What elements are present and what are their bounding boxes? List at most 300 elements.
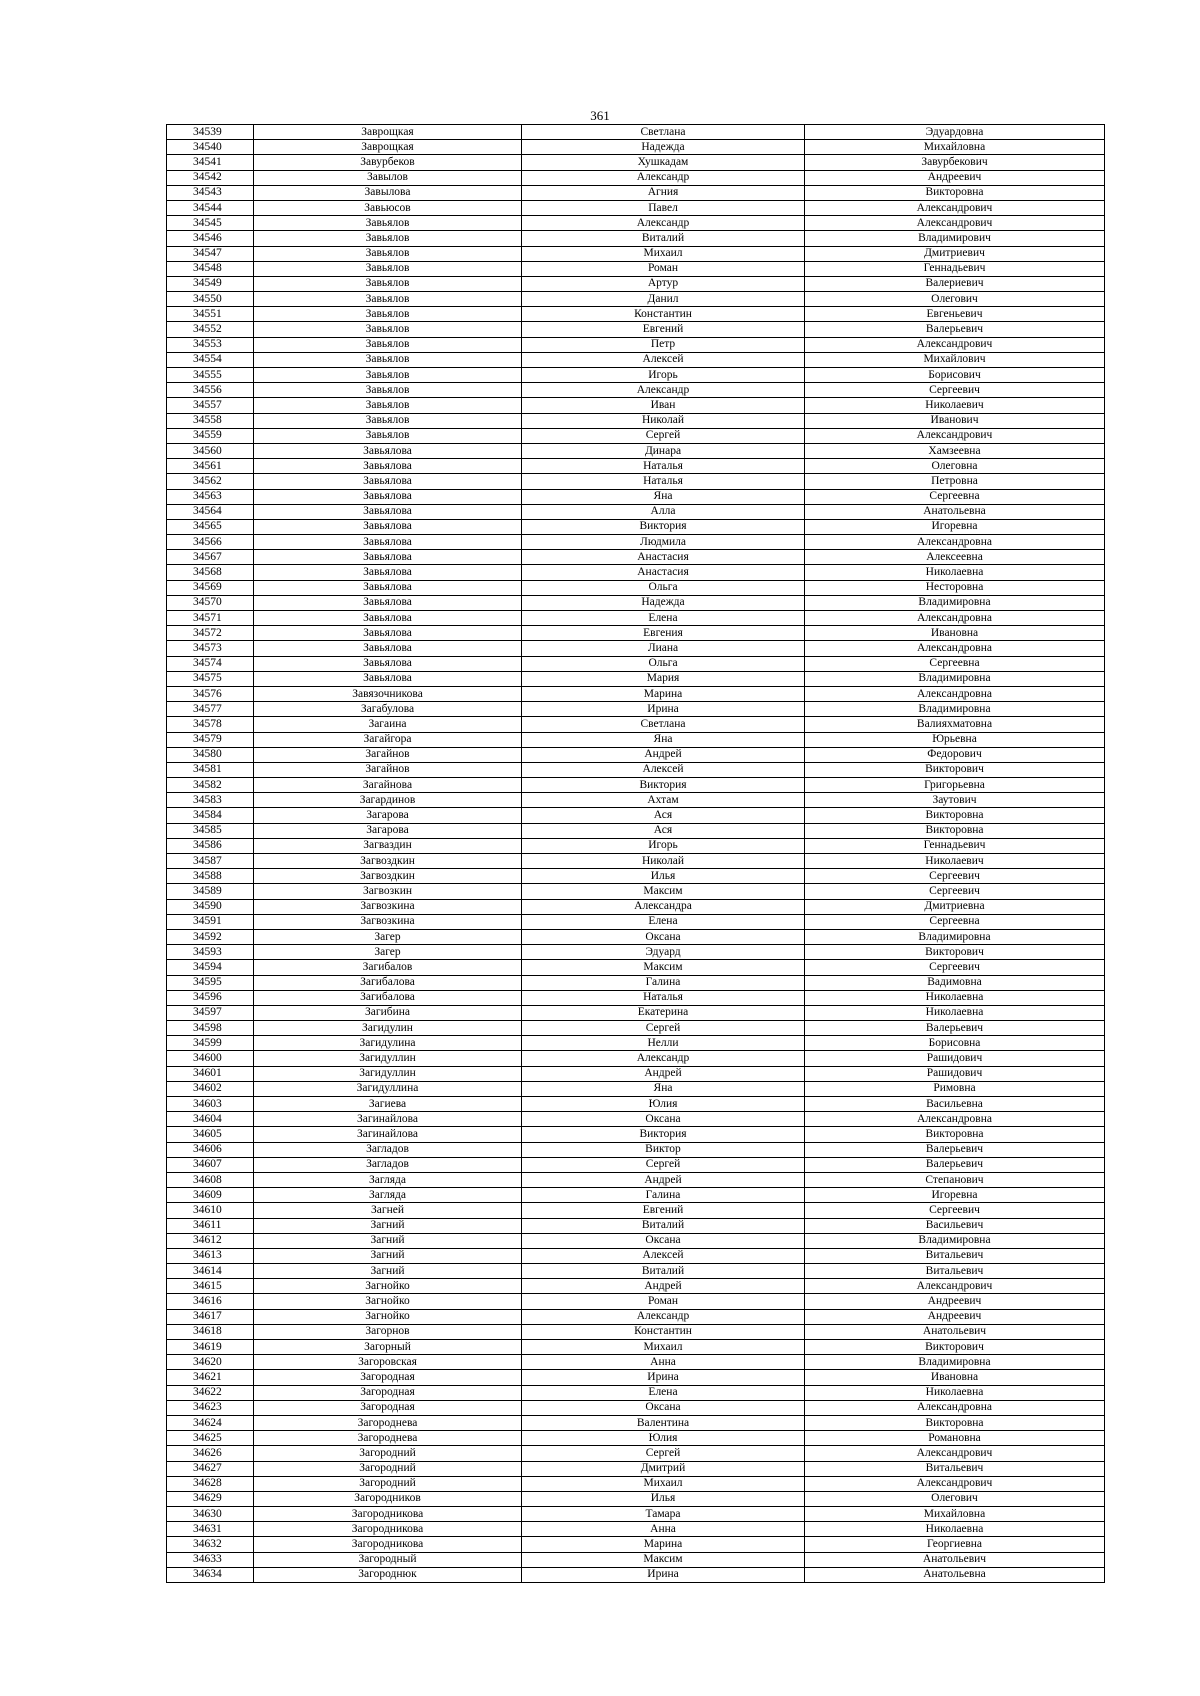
table-row: [167, 1294, 1105, 1309]
patronymic-cell: Витальевич: [805, 1461, 1105, 1476]
patronymic-cell: Викторовна: [805, 823, 1105, 838]
patronymic-cell: Николаевна: [805, 1005, 1105, 1020]
patronymic-cell: Викторович: [805, 945, 1105, 960]
table-row: [167, 626, 1105, 641]
table-row: [167, 778, 1105, 793]
surname-cell: Загоровская: [254, 1355, 522, 1370]
table-row: [167, 1415, 1105, 1430]
first-name-cell: Иван: [522, 398, 805, 413]
first-name-cell: Светлана: [522, 717, 805, 732]
first-name-cell: Максим: [522, 884, 805, 899]
surname-cell: Завьялов: [254, 368, 522, 383]
table-row: [167, 641, 1105, 656]
row-number-cell: 34608: [167, 1172, 254, 1187]
surname-cell: Загний: [254, 1218, 522, 1233]
table-row: [167, 428, 1105, 443]
row-number-cell: 34557: [167, 398, 254, 413]
row-number-cell: 34634: [167, 1567, 254, 1582]
first-name-cell: Виктор: [522, 1142, 805, 1157]
patronymic-cell: Несторовна: [805, 580, 1105, 595]
table-row: [167, 762, 1105, 777]
row-number-cell: 34633: [167, 1552, 254, 1567]
patronymic-cell: Викторовна: [805, 808, 1105, 823]
patronymic-cell: Вадимовна: [805, 975, 1105, 990]
patronymic-cell: Александровна: [805, 641, 1105, 656]
patronymic-cell: Михайлович: [805, 352, 1105, 367]
row-number-cell: 34615: [167, 1279, 254, 1294]
patronymic-cell: Георгиевна: [805, 1537, 1105, 1552]
row-number-cell: 34629: [167, 1491, 254, 1506]
patronymic-cell: Игоревна: [805, 519, 1105, 534]
first-name-cell: Сергей: [522, 1446, 805, 1461]
first-name-cell: Константин: [522, 307, 805, 322]
surname-cell: Завьялов: [254, 322, 522, 337]
row-number-cell: 34569: [167, 580, 254, 595]
surname-cell: Завьялова: [254, 443, 522, 458]
row-number-cell: 34550: [167, 292, 254, 307]
first-name-cell: Виталий: [522, 1218, 805, 1233]
patronymic-cell: Александрович: [805, 1476, 1105, 1491]
row-number-cell: 34546: [167, 231, 254, 246]
surname-cell: Загибалов: [254, 960, 522, 975]
first-name-cell: Марина: [522, 686, 805, 701]
row-number-cell: 34580: [167, 747, 254, 762]
surname-cell: Загвозкина: [254, 914, 522, 929]
first-name-cell: Надежда: [522, 140, 805, 155]
patronymic-cell: Дмитриевич: [805, 246, 1105, 261]
first-name-cell: Ахтам: [522, 793, 805, 808]
table-row: [167, 1431, 1105, 1446]
first-name-cell: Нелли: [522, 1036, 805, 1051]
table-row: [167, 1567, 1105, 1582]
surname-cell: Загабулова: [254, 702, 522, 717]
surname-cell: Загайнова: [254, 778, 522, 793]
surname-cell: Завьялова: [254, 565, 522, 580]
patronymic-cell: Валерьевич: [805, 322, 1105, 337]
table-row: [167, 823, 1105, 838]
table-row: [167, 702, 1105, 717]
table-row: [167, 1370, 1105, 1385]
surname-cell: Завьялов: [254, 216, 522, 231]
patronymic-cell: Олегович: [805, 1491, 1105, 1506]
row-number-cell: 34540: [167, 140, 254, 155]
table-row: [167, 489, 1105, 504]
first-name-cell: Валентина: [522, 1415, 805, 1430]
table-row: [167, 884, 1105, 899]
surname-cell: Завьялова: [254, 519, 522, 534]
table-row: [167, 443, 1105, 458]
first-name-cell: Анастасия: [522, 565, 805, 580]
table-row: [167, 337, 1105, 352]
patronymic-cell: Федорович: [805, 747, 1105, 762]
table-row: [167, 125, 1105, 140]
table-row: [167, 550, 1105, 565]
row-number-cell: 34575: [167, 671, 254, 686]
first-name-cell: Марина: [522, 1537, 805, 1552]
table-row: [167, 914, 1105, 929]
surname-cell: Загаина: [254, 717, 522, 732]
row-number-cell: 34589: [167, 884, 254, 899]
table-row: [167, 1127, 1105, 1142]
first-name-cell: Роман: [522, 1294, 805, 1309]
row-number-cell: 34631: [167, 1522, 254, 1537]
patronymic-cell: Хамзеевна: [805, 443, 1105, 458]
table-row: [167, 1157, 1105, 1172]
table-row: [167, 671, 1105, 686]
patronymic-cell: Олегович: [805, 292, 1105, 307]
surname-cell: Загибалова: [254, 975, 522, 990]
table-row: [167, 200, 1105, 215]
first-name-cell: Игорь: [522, 368, 805, 383]
row-number-cell: 34547: [167, 246, 254, 261]
patronymic-cell: Александрович: [805, 1279, 1105, 1294]
first-name-cell: Константин: [522, 1324, 805, 1339]
patronymic-cell: Викторовна: [805, 1415, 1105, 1430]
surname-cell: Завьялова: [254, 535, 522, 550]
patronymic-cell: Ивановна: [805, 1370, 1105, 1385]
surname-cell: Загарова: [254, 808, 522, 823]
row-number-cell: 34571: [167, 611, 254, 626]
first-name-cell: Екатерина: [522, 1005, 805, 1020]
table-row: [167, 292, 1105, 307]
patronymic-cell: Николаевна: [805, 1522, 1105, 1537]
row-number-cell: 34600: [167, 1051, 254, 1066]
first-name-cell: Артур: [522, 276, 805, 291]
table-row: [167, 611, 1105, 626]
surname-cell: Завурбеков: [254, 155, 522, 170]
row-number-cell: 34559: [167, 428, 254, 443]
patronymic-cell: Андреевич: [805, 1309, 1105, 1324]
row-number-cell: 34605: [167, 1127, 254, 1142]
row-number-cell: 34583: [167, 793, 254, 808]
surname-cell: Завьялов: [254, 398, 522, 413]
row-number-cell: 34620: [167, 1355, 254, 1370]
surname-cell: Загвоздкин: [254, 869, 522, 884]
table-row: [167, 899, 1105, 914]
row-number-cell: 34603: [167, 1097, 254, 1112]
surname-cell: Загидуллин: [254, 1066, 522, 1081]
first-name-cell: Илья: [522, 1491, 805, 1506]
surname-cell: Загайгора: [254, 732, 522, 747]
patronymic-cell: Романовна: [805, 1431, 1105, 1446]
table-row: [167, 1491, 1105, 1506]
surname-cell: Завьялова: [254, 595, 522, 610]
name-roster-table: [166, 124, 1105, 1583]
patronymic-cell: Сергеевич: [805, 383, 1105, 398]
surname-cell: Загибина: [254, 1005, 522, 1020]
patronymic-cell: Владимировна: [805, 671, 1105, 686]
row-number-cell: 34618: [167, 1324, 254, 1339]
table-row: [167, 216, 1105, 231]
first-name-cell: Анна: [522, 1522, 805, 1537]
row-number-cell: 34614: [167, 1264, 254, 1279]
surname-cell: Загородний: [254, 1446, 522, 1461]
first-name-cell: Галина: [522, 975, 805, 990]
surname-cell: Заврощкая: [254, 140, 522, 155]
first-name-cell: Лиана: [522, 641, 805, 656]
row-number-cell: 34622: [167, 1385, 254, 1400]
first-name-cell: Ася: [522, 823, 805, 838]
row-number-cell: 34576: [167, 686, 254, 701]
surname-cell: Завылова: [254, 185, 522, 200]
surname-cell: Загороднева: [254, 1431, 522, 1446]
surname-cell: Загородников: [254, 1491, 522, 1506]
table-row: [167, 1355, 1105, 1370]
row-number-cell: 34607: [167, 1157, 254, 1172]
surname-cell: Загляда: [254, 1188, 522, 1203]
row-number-cell: 34554: [167, 352, 254, 367]
patronymic-cell: Валияхматовна: [805, 717, 1105, 732]
first-name-cell: Александр: [522, 1309, 805, 1324]
surname-cell: Завьялов: [254, 231, 522, 246]
first-name-cell: Яна: [522, 1081, 805, 1096]
table-row: [167, 990, 1105, 1005]
patronymic-cell: Александровна: [805, 611, 1105, 626]
surname-cell: Загнойко: [254, 1294, 522, 1309]
row-number-cell: 34591: [167, 914, 254, 929]
first-name-cell: Илья: [522, 869, 805, 884]
surname-cell: Загляда: [254, 1172, 522, 1187]
surname-cell: Завылов: [254, 170, 522, 185]
surname-cell: Завьялов: [254, 352, 522, 367]
surname-cell: Загардинов: [254, 793, 522, 808]
patronymic-cell: Сергеевич: [805, 884, 1105, 899]
first-name-cell: Виталий: [522, 231, 805, 246]
surname-cell: Завьюсов: [254, 200, 522, 215]
surname-cell: Завьялова: [254, 459, 522, 474]
table-row: [167, 246, 1105, 261]
surname-cell: Загидулина: [254, 1036, 522, 1051]
first-name-cell: Андрей: [522, 1066, 805, 1081]
first-name-cell: Динара: [522, 443, 805, 458]
first-name-cell: Михаил: [522, 246, 805, 261]
row-number-cell: 34612: [167, 1233, 254, 1248]
row-number-cell: 34541: [167, 155, 254, 170]
surname-cell: Загладов: [254, 1157, 522, 1172]
patronymic-cell: Васильевна: [805, 1097, 1105, 1112]
table-row: [167, 413, 1105, 428]
row-number-cell: 34619: [167, 1340, 254, 1355]
table-row: [167, 1203, 1105, 1218]
patronymic-cell: Юрьевна: [805, 732, 1105, 747]
row-number-cell: 34585: [167, 823, 254, 838]
patronymic-cell: Григорьевна: [805, 778, 1105, 793]
patronymic-cell: Сергеевна: [805, 656, 1105, 671]
row-number-cell: 34623: [167, 1400, 254, 1415]
row-number-cell: 34627: [167, 1461, 254, 1476]
patronymic-cell: Владимировна: [805, 929, 1105, 944]
first-name-cell: Ирина: [522, 1370, 805, 1385]
surname-cell: Загвозкин: [254, 884, 522, 899]
surname-cell: Загинайлова: [254, 1127, 522, 1142]
table-row: [167, 1081, 1105, 1096]
first-name-cell: Алексей: [522, 762, 805, 777]
table-row: [167, 869, 1105, 884]
patronymic-cell: Владимировна: [805, 595, 1105, 610]
surname-cell: Загородникова: [254, 1537, 522, 1552]
first-name-cell: Елена: [522, 611, 805, 626]
first-name-cell: Ольга: [522, 656, 805, 671]
surname-cell: Загладов: [254, 1142, 522, 1157]
surname-cell: Завьялов: [254, 307, 522, 322]
patronymic-cell: Анатольевич: [805, 1324, 1105, 1339]
patronymic-cell: Эдуардовна: [805, 125, 1105, 140]
patronymic-cell: Викторовна: [805, 185, 1105, 200]
first-name-cell: Андрей: [522, 747, 805, 762]
table-row: [167, 1264, 1105, 1279]
patronymic-cell: Александрович: [805, 337, 1105, 352]
surname-cell: Завьялов: [254, 276, 522, 291]
surname-cell: Завьялова: [254, 504, 522, 519]
first-name-cell: Анна: [522, 1355, 805, 1370]
surname-cell: Завьялова: [254, 656, 522, 671]
first-name-cell: Павел: [522, 200, 805, 215]
patronymic-cell: Рашидович: [805, 1051, 1105, 1066]
row-number-cell: 34606: [167, 1142, 254, 1157]
surname-cell: Загинайлова: [254, 1112, 522, 1127]
first-name-cell: Ася: [522, 808, 805, 823]
table-row: [167, 1461, 1105, 1476]
table-row: [167, 1279, 1105, 1294]
table-row: [167, 1097, 1105, 1112]
first-name-cell: Александр: [522, 216, 805, 231]
patronymic-cell: Васильевич: [805, 1218, 1105, 1233]
surname-cell: Загородная: [254, 1400, 522, 1415]
patronymic-cell: Валерьевич: [805, 1021, 1105, 1036]
row-number-cell: 34584: [167, 808, 254, 823]
surname-cell: Завьялов: [254, 383, 522, 398]
first-name-cell: Максим: [522, 960, 805, 975]
first-name-cell: Данил: [522, 292, 805, 307]
first-name-cell: Евгения: [522, 626, 805, 641]
table-row: [167, 504, 1105, 519]
table-row: [167, 1188, 1105, 1203]
row-number-cell: 34595: [167, 975, 254, 990]
patronymic-cell: Витальевич: [805, 1248, 1105, 1263]
row-number-cell: 34544: [167, 200, 254, 215]
table-row: [167, 1446, 1105, 1461]
row-number-cell: 34582: [167, 778, 254, 793]
table-row: [167, 717, 1105, 732]
table-row: [167, 170, 1105, 185]
row-number-cell: 34555: [167, 368, 254, 383]
surname-cell: Загвоздкин: [254, 854, 522, 869]
patronymic-cell: Николаевна: [805, 565, 1105, 580]
first-name-cell: Виктория: [522, 519, 805, 534]
row-number-cell: 34625: [167, 1431, 254, 1446]
row-number-cell: 34597: [167, 1005, 254, 1020]
first-name-cell: Сергей: [522, 1157, 805, 1172]
first-name-cell: Галина: [522, 1188, 805, 1203]
patronymic-cell: Рашидович: [805, 1066, 1105, 1081]
table-row: [167, 1142, 1105, 1157]
row-number-cell: 34609: [167, 1188, 254, 1203]
patronymic-cell: Викторович: [805, 1340, 1105, 1355]
table-row: [167, 1021, 1105, 1036]
patronymic-cell: Игоревна: [805, 1188, 1105, 1203]
first-name-cell: Тамара: [522, 1507, 805, 1522]
surname-cell: Загороднева: [254, 1415, 522, 1430]
first-name-cell: Оксана: [522, 1400, 805, 1415]
surname-cell: Загвозкина: [254, 899, 522, 914]
surname-cell: Загний: [254, 1264, 522, 1279]
table-row: [167, 1537, 1105, 1552]
patronymic-cell: Иванович: [805, 413, 1105, 428]
row-number-cell: 34561: [167, 459, 254, 474]
patronymic-cell: Валерьевич: [805, 1157, 1105, 1172]
first-name-cell: Эдуард: [522, 945, 805, 960]
row-number-cell: 34567: [167, 550, 254, 565]
table-row: [167, 793, 1105, 808]
row-number-cell: 34568: [167, 565, 254, 580]
first-name-cell: Виктория: [522, 778, 805, 793]
row-number-cell: 34566: [167, 535, 254, 550]
surname-cell: Завьялов: [254, 246, 522, 261]
first-name-cell: Виктория: [522, 1127, 805, 1142]
first-name-cell: Александр: [522, 170, 805, 185]
patronymic-cell: Михайловна: [805, 1507, 1105, 1522]
patronymic-cell: Сергеевич: [805, 960, 1105, 975]
patronymic-cell: Римовна: [805, 1081, 1105, 1096]
surname-cell: Завьялова: [254, 626, 522, 641]
surname-cell: Загнойко: [254, 1279, 522, 1294]
first-name-cell: Александр: [522, 383, 805, 398]
first-name-cell: Надежда: [522, 595, 805, 610]
surname-cell: Завьялов: [254, 292, 522, 307]
first-name-cell: Александра: [522, 899, 805, 914]
row-number-cell: 34613: [167, 1248, 254, 1263]
table-row: [167, 595, 1105, 610]
patronymic-cell: Олеговна: [805, 459, 1105, 474]
patronymic-cell: Александровна: [805, 686, 1105, 701]
patronymic-cell: Владимировна: [805, 702, 1105, 717]
first-name-cell: Евгений: [522, 1203, 805, 1218]
surname-cell: Завьялова: [254, 489, 522, 504]
first-name-cell: Агния: [522, 185, 805, 200]
row-number-cell: 34611: [167, 1218, 254, 1233]
patronymic-cell: Александровна: [805, 535, 1105, 550]
table-row: [167, 945, 1105, 960]
patronymic-cell: Борисович: [805, 368, 1105, 383]
surname-cell: Загорнов: [254, 1324, 522, 1339]
patronymic-cell: Сергеевич: [805, 1203, 1105, 1218]
first-name-cell: Наталья: [522, 990, 805, 1005]
first-name-cell: Алексей: [522, 1248, 805, 1263]
row-number-cell: 34630: [167, 1507, 254, 1522]
table-row: [167, 276, 1105, 291]
first-name-cell: Александр: [522, 1051, 805, 1066]
row-number-cell: 34560: [167, 443, 254, 458]
table-row: [167, 1248, 1105, 1263]
first-name-cell: Яна: [522, 732, 805, 747]
table-row: [167, 1385, 1105, 1400]
patronymic-cell: Александровна: [805, 1400, 1105, 1415]
patronymic-cell: Сергеевна: [805, 489, 1105, 504]
surname-cell: Загер: [254, 929, 522, 944]
table-row: [167, 732, 1105, 747]
patronymic-cell: Александрович: [805, 216, 1105, 231]
patronymic-cell: Алексеевна: [805, 550, 1105, 565]
first-name-cell: Андрей: [522, 1279, 805, 1294]
patronymic-cell: Николаевна: [805, 990, 1105, 1005]
row-number-cell: 34539: [167, 125, 254, 140]
first-name-cell: Елена: [522, 914, 805, 929]
row-number-cell: 34586: [167, 838, 254, 853]
table-row: [167, 519, 1105, 534]
patronymic-cell: Сергеевна: [805, 914, 1105, 929]
first-name-cell: Ольга: [522, 580, 805, 595]
first-name-cell: Юлия: [522, 1097, 805, 1112]
